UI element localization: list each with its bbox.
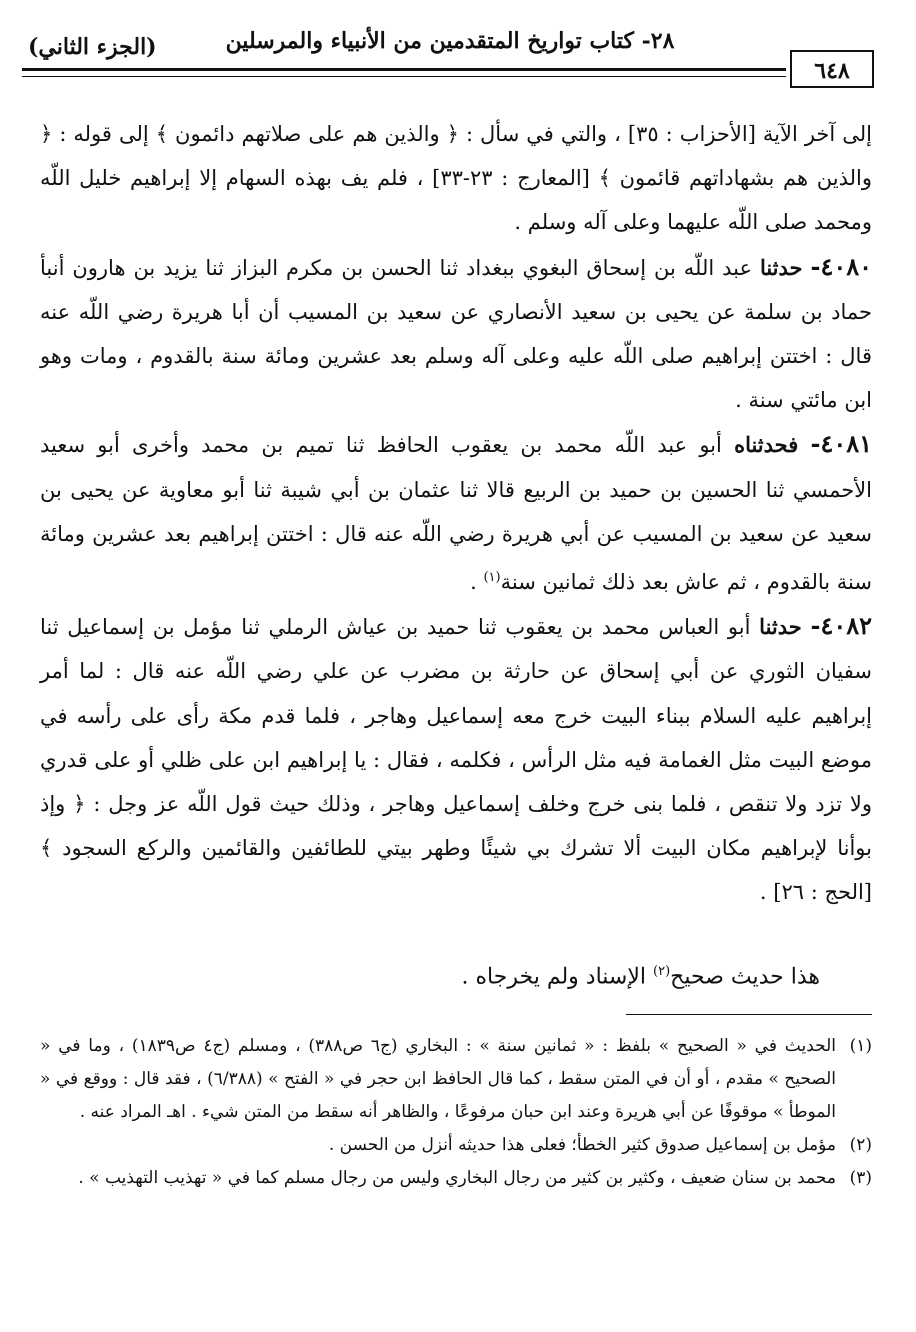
hadith-4082 [40, 604, 872, 914]
hadith-number: ٤٠٨٢- [810, 611, 873, 641]
hadith-number: ٤٠٨١- [810, 429, 872, 459]
footnote-mark: (٢) [849, 1135, 872, 1155]
hadith-text: أبو عبد اللّه محمد بن يعقوب الحافظ ثنا تميم بن محمد وأخرى أبو سعيد الأحمسي ثنا الحسين بن حميد بن الربيع قالا ثنا عثمان بن أبي شيبة ثنا أبو معاوية عن يحيى بن سعيد عن سعيد بن المسيب عن أبي هريرة رضي اللّه عنه قال : اختتن إبراهيم بعد عشرين ومائة سنة بالقدوم ، ثم عاش بعد ذلك ثمانين سنة [40, 433, 872, 595]
hadith-tail: . [470, 570, 484, 595]
hadith-lead: حدثنا [759, 614, 802, 640]
header-rule-thin [22, 76, 786, 77]
footnote-mark: (١) [849, 1036, 872, 1056]
grading-statement [462, 954, 820, 995]
hadith-lead: حدثنا [759, 254, 803, 280]
hadith-4081 [40, 422, 872, 604]
footnote-ref-2[interactable]: (٢) [653, 964, 671, 979]
footnote-ref-1[interactable]: (١) [483, 570, 501, 586]
grading-text-end: الإسناد ولم يخرجاه . [461, 964, 654, 990]
footnote-mark: (٣) [849, 1168, 872, 1188]
footnote-1 [40, 1030, 872, 1129]
main-text [40, 112, 872, 915]
hadith-text: عبد اللّه بن إسحاق البغوي ببغداد ثنا الحسن بن مكرم البزاز ثنا يزيد بن هارون أنبأ حماد بن سلمة عن يحيى بن سعيد الأنصاري عن سعيد بن المسيب أن أبا هريرة رضي اللّه عنه قال : اختتن إبراهيم صلى اللّه عليه وعلى آله وسلم بعد عشرين ومائة سنة بالقدوم ، ومات وهو ابن مائتي سنة . [40, 255, 872, 413]
footnote-text: الحديث في « الصحيح » بلفظ : « ثمانين سنة » : البخاري (ج٦ ص٣٨٨) ، ومسلم (ج٤ ص١٨٣٩) ، وما في « الصحيح » مقدم ، أو أن في المتن سقط ، كما قال الحافظ ابن حجر في « الفتح » (٦/٣٨٨) ، فقد قال : ووقع في « الموطأ » موقوفًا عن أبي هريرة وعند ابن حبان مرفوعًا ، والظاهر أنه سقط من المتن شيء . اهـ المراد عنه . [40, 1036, 836, 1122]
page-number-box: ٦٤٨ [790, 50, 874, 88]
hadith-text: أبو العباس محمد بن يعقوب ثنا حميد بن عياش الرملي ثنا مؤمل بن إسماعيل ثنا سفيان الثوري عن أبي إسحاق عن حارثة بن مضرب عن علي رضي اللّه عنه قال : لما أمر إبراهيم عليه السلام ببناء البيت خرج معه إسماعيل وهاجر ، فلما قدم مكة رأى على رأسه في موضع البيت مثل الغمامة فيه مثل الرأس ، فكلمه ، فقال : يا إبراهيم ابن على ظلي أو على قدري ولا تزد ولا تنقص ، فلما بنى خرج وخلف إسماعيل وهاجر ، وذلك حيث قول اللّه عز وجل : ﴿ وإذ بوأنا لإبراهيم مكان البيت ألا تشرك بي شيئًا وطهر بيتي للطائفين والقائمين والركع السجود ﴾ [الحج : ٢٦] . [40, 615, 872, 905]
footnotes [40, 1030, 872, 1195]
header-rule-thick [22, 68, 786, 71]
grading-text: هذا حديث صحيح [670, 964, 820, 990]
volume-label: (الجزء الثاني) [28, 34, 157, 60]
intro-paragraph: إلى آخر الآية [الأحزاب : ٣٥] ، والتي في سأل : ﴿ والذين هم على صلاتهم دائمون ﴾ إلى قوله : ﴿ والذين هم بشهاداتهم قائمون ﴾ [المعارج : ٢٣-٣٣] ، فلم يف بهذه السهام إلا إبراهيم خليل اللّه ومحمد صلى اللّه عليهما وعلى آله وسلم . [40, 122, 873, 235]
footnote-2 [40, 1129, 872, 1162]
footnote-3 [40, 1162, 872, 1195]
footnote-separator [626, 1014, 872, 1015]
hadith-number: ٤٠٨٠- [810, 251, 872, 281]
chapter-title: ٢٨- كتاب تواريخ المتقدمين من الأنبياء والمرسلين [225, 28, 675, 54]
footnote-text: مؤمل بن إسماعيل صدوق كثير الخطأ؛ فعلى هذا حديثه أنزل من الحسن . [328, 1135, 836, 1155]
hadith-4080 [40, 245, 872, 423]
hadith-lead: فحدثناه [734, 432, 799, 458]
footnote-text: محمد بن سنان ضعيف ، وكثير بن كثير من رجال البخاري وليس من رجال مسلم كما في « تهذيب التهذيب » . [78, 1168, 836, 1188]
